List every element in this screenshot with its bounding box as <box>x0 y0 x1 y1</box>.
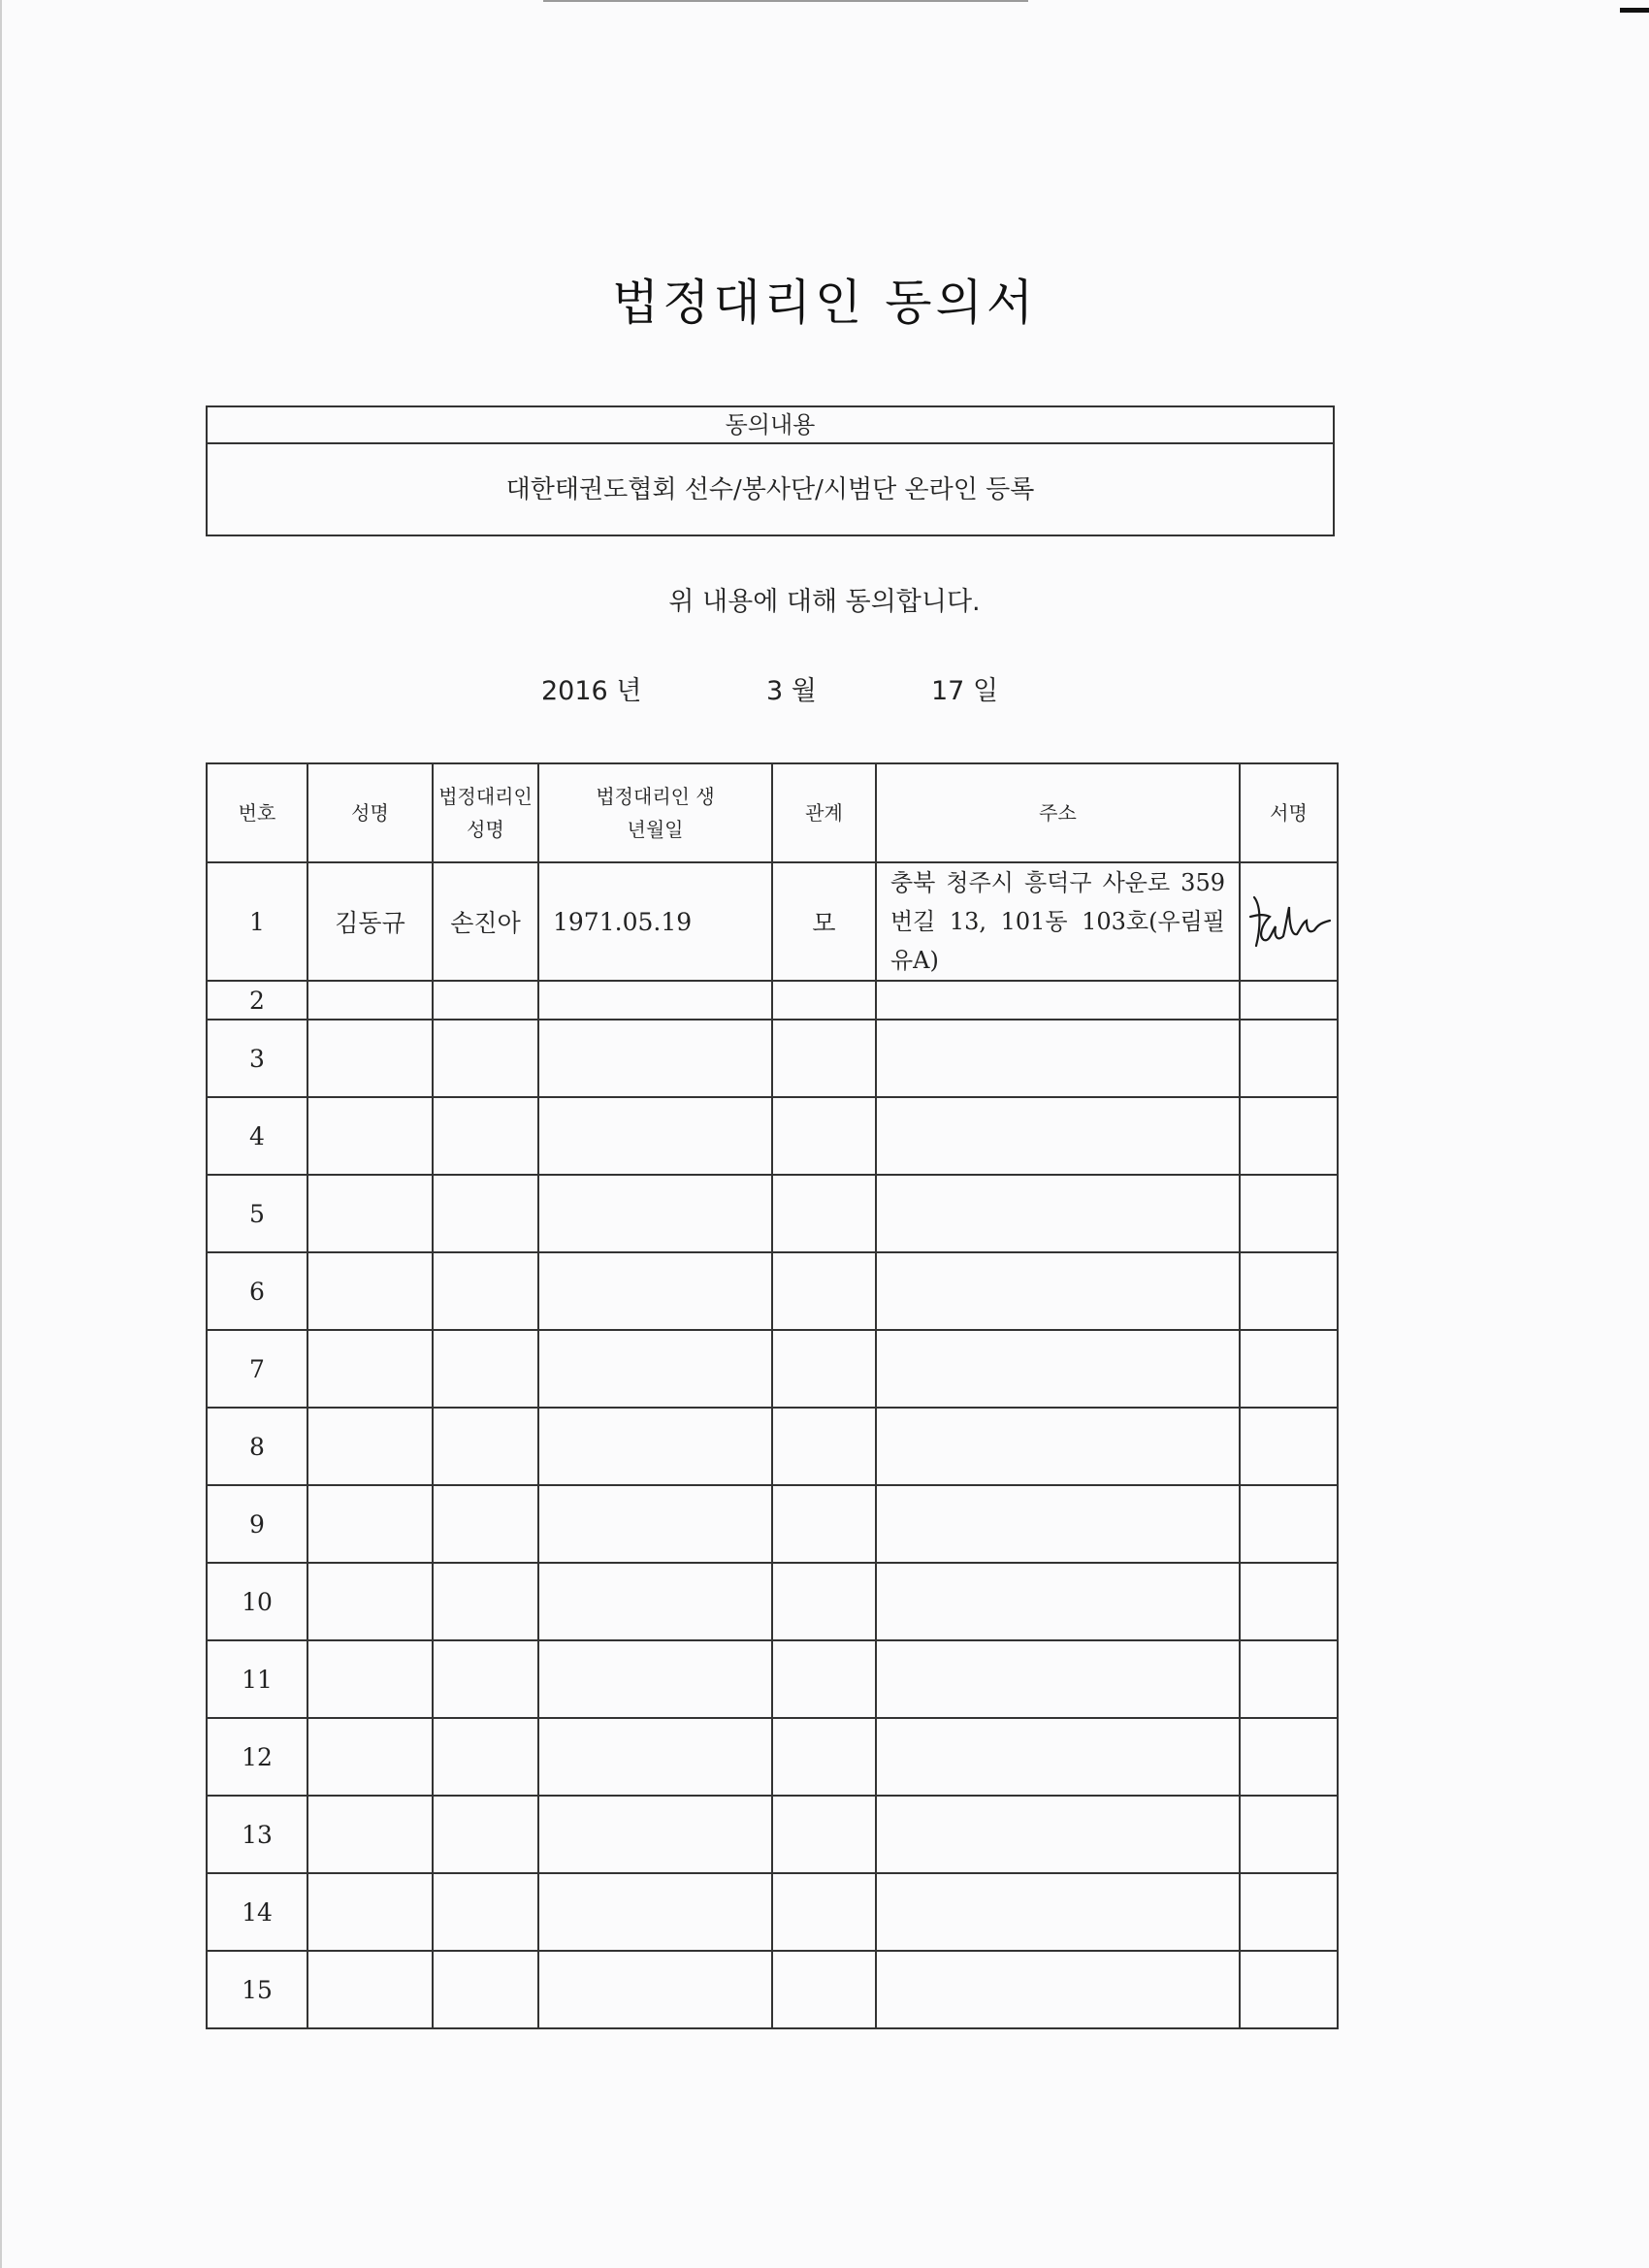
name-cell <box>307 1408 433 1485</box>
header-name: 성명 <box>307 763 433 862</box>
date-year-value: 2016 <box>541 676 608 706</box>
name-cell <box>307 1097 433 1175</box>
signature-cell <box>1240 1796 1338 1873</box>
scan-edge-top <box>543 0 1028 2</box>
row-number-cell: 12 <box>207 1718 307 1796</box>
row-number-cell: 15 <box>207 1951 307 2028</box>
name-cell <box>307 1718 433 1796</box>
signature-cell <box>1240 1563 1338 1640</box>
guardian-birth-cell <box>538 1951 772 2028</box>
row-number-cell: 6 <box>207 1252 307 1330</box>
address-cell <box>876 1485 1240 1563</box>
table-row <box>207 1020 1338 1097</box>
name-cell <box>307 1020 433 1097</box>
signature-cell <box>1240 981 1338 1020</box>
guardian-name-cell <box>433 1563 538 1640</box>
guardian-name-cell <box>433 1485 538 1563</box>
address-cell <box>876 1252 1240 1330</box>
table-row <box>207 1175 1338 1252</box>
row-number-cell: 3 <box>207 1020 307 1097</box>
header-address: 주소 <box>876 763 1240 862</box>
row-number-cell: 10 <box>207 1563 307 1640</box>
table-row <box>207 1951 1338 2028</box>
signature-cell <box>1240 1951 1338 2028</box>
address-cell <box>876 1951 1240 2028</box>
guardian-birth-cell <box>538 1873 772 1951</box>
table-row <box>207 1252 1338 1330</box>
name-cell <box>307 981 433 1020</box>
date-month-unit: 월 <box>791 676 817 706</box>
guardian-name-cell <box>433 1951 538 2028</box>
guardian-birth-cell <box>538 1408 772 1485</box>
table-body <box>207 862 1338 2028</box>
relation-cell <box>772 1020 876 1097</box>
date-day <box>931 669 998 707</box>
row-number-cell: 1 <box>207 862 307 981</box>
row-number-cell: 13 <box>207 1796 307 1873</box>
signature-cell <box>1240 1020 1338 1097</box>
table-row <box>207 1097 1338 1175</box>
guardian-name-cell <box>433 1408 538 1485</box>
guardian-name-cell <box>433 981 538 1020</box>
relation-cell <box>772 1563 876 1640</box>
guardian-birth-cell <box>538 1718 772 1796</box>
date-day-unit: 일 <box>972 676 999 706</box>
relation-cell <box>772 1718 876 1796</box>
table-row <box>207 1640 1338 1718</box>
relation-cell <box>772 1175 876 1252</box>
guardian-birth-cell <box>538 1796 772 1873</box>
relation-cell <box>772 1951 876 2028</box>
date-year <box>541 669 641 707</box>
header-guardian-birth: 법정대리인 생년월일 <box>538 763 772 862</box>
row-number-cell: 9 <box>207 1485 307 1563</box>
table-row <box>207 1563 1338 1640</box>
guardian-birth-cell <box>538 1330 772 1408</box>
table-row <box>207 1718 1338 1796</box>
date-year-unit: 년 <box>616 676 642 706</box>
signature-cell <box>1240 862 1338 981</box>
guardian-birth-cell <box>538 1252 772 1330</box>
relation-cell <box>772 1640 876 1718</box>
table-row <box>207 1796 1338 1873</box>
name-cell <box>307 1796 433 1873</box>
relation-cell <box>772 1408 876 1485</box>
guardian-birth-cell <box>538 1485 772 1563</box>
address-cell <box>876 981 1240 1020</box>
guardian-birth-cell <box>538 981 772 1020</box>
name-cell <box>307 1951 433 2028</box>
consent-content-header: 동의내용 <box>208 407 1333 444</box>
consent-content-body: 대한태권도협회 선수/봉사단/시범단 온라인 등록 <box>505 475 1035 504</box>
row-number-cell: 2 <box>207 981 307 1020</box>
guardian-name-cell <box>433 1020 538 1097</box>
header-relation: 관계 <box>772 763 876 862</box>
row-number-cell: 4 <box>207 1097 307 1175</box>
guardian-table <box>206 762 1339 2029</box>
signature-cell <box>1240 1873 1338 1951</box>
relation-cell <box>772 1097 876 1175</box>
address-cell <box>876 1175 1240 1252</box>
address-cell: 충북 청주시 흥덕구 사운로 359번길 13, 101동 103호(우림필유A) <box>876 862 1240 981</box>
header-number: 번호 <box>207 763 307 862</box>
guardian-name-cell <box>433 1873 538 1951</box>
address-cell <box>876 1097 1240 1175</box>
address-cell <box>876 1796 1240 1873</box>
table-row <box>207 1408 1338 1485</box>
relation-cell <box>772 1252 876 1330</box>
table-header-row <box>207 763 1338 862</box>
signature-cell <box>1240 1252 1338 1330</box>
table-row <box>207 1330 1338 1408</box>
guardian-name-cell <box>433 1252 538 1330</box>
name-cell <box>307 1563 433 1640</box>
name-cell <box>307 1640 433 1718</box>
scan-edge-left <box>0 0 2 2268</box>
row-number-cell: 5 <box>207 1175 307 1252</box>
signature-cell <box>1240 1640 1338 1718</box>
guardian-name-cell <box>433 1175 538 1252</box>
date-month <box>766 669 817 707</box>
relation-cell <box>772 1330 876 1408</box>
header-guardian-name: 법정대리인 성명 <box>433 763 538 862</box>
name-cell <box>307 1873 433 1951</box>
signature-cell <box>1240 1408 1338 1485</box>
guardian-name-cell <box>433 1640 538 1718</box>
address-cell <box>876 1873 1240 1951</box>
guardian-name-cell: 손진아 <box>433 862 538 981</box>
signature-cell <box>1240 1485 1338 1563</box>
signature-cell <box>1240 1175 1338 1252</box>
relation-cell <box>772 1873 876 1951</box>
address-cell <box>876 1718 1240 1796</box>
handwritten-signature <box>1243 878 1335 965</box>
consent-content-box <box>206 405 1335 536</box>
table-row <box>207 981 1338 1020</box>
name-cell <box>307 1485 433 1563</box>
name-cell <box>307 1175 433 1252</box>
address-cell <box>876 1408 1240 1485</box>
row-number-cell: 14 <box>207 1873 307 1951</box>
guardian-name-cell <box>433 1718 538 1796</box>
header-signature: 서명 <box>1240 763 1338 862</box>
signature-cell <box>1240 1097 1338 1175</box>
agree-statement: 위 내용에 대해 동의합니다. <box>668 587 981 617</box>
address-cell <box>876 1563 1240 1640</box>
date-month-value: 3 <box>766 676 784 706</box>
table-row <box>207 862 1338 981</box>
guardian-birth-cell <box>538 1020 772 1097</box>
relation-cell: 모 <box>772 862 876 981</box>
name-cell <box>307 1330 433 1408</box>
row-number-cell: 11 <box>207 1640 307 1718</box>
guardian-birth-cell <box>538 1097 772 1175</box>
guardian-birth-cell <box>538 1640 772 1718</box>
document-title: 법정대리인 동의서 <box>611 275 1038 331</box>
date-day-value: 17 <box>931 676 965 706</box>
guardian-name-cell <box>433 1097 538 1175</box>
guardian-name-cell <box>433 1796 538 1873</box>
name-cell: 김동규 <box>307 862 433 981</box>
address-cell <box>876 1020 1240 1097</box>
relation-cell <box>772 1485 876 1563</box>
guardian-name-cell <box>433 1330 538 1408</box>
signature-cell <box>1240 1330 1338 1408</box>
scan-mark <box>1620 8 1649 13</box>
relation-cell <box>772 1796 876 1873</box>
guardian-birth-cell <box>538 1563 772 1640</box>
guardian-birth-cell: 1971.05.19 <box>538 862 772 981</box>
table-row <box>207 1873 1338 1951</box>
name-cell <box>307 1252 433 1330</box>
relation-cell <box>772 981 876 1020</box>
row-number-cell: 7 <box>207 1330 307 1408</box>
table-row <box>207 1485 1338 1563</box>
guardian-birth-cell <box>538 1175 772 1252</box>
address-cell <box>876 1640 1240 1718</box>
address-cell <box>876 1330 1240 1408</box>
signature-cell <box>1240 1718 1338 1796</box>
row-number-cell: 8 <box>207 1408 307 1485</box>
